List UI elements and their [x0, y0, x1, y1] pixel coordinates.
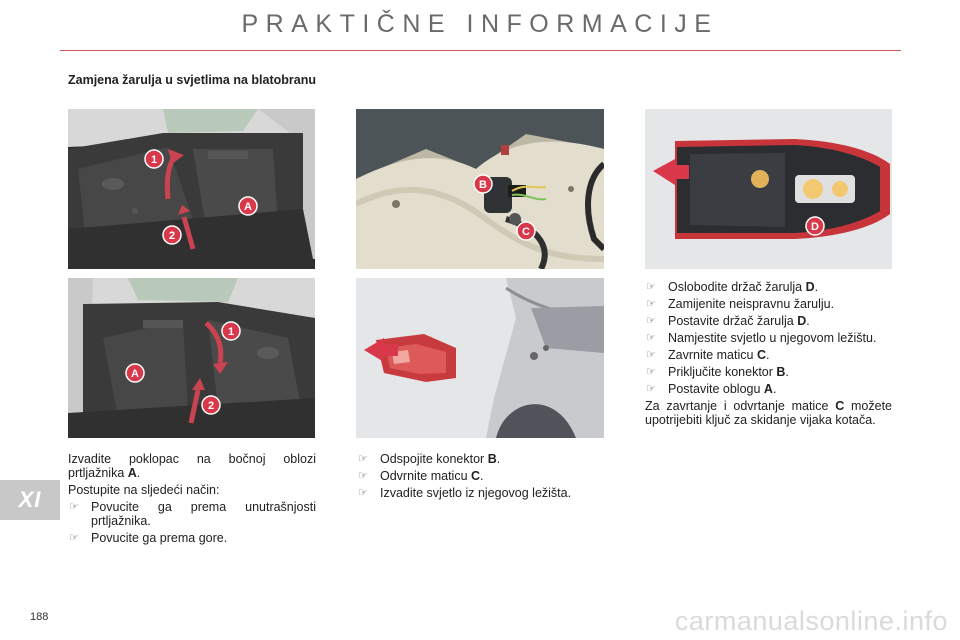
list-item: ☞ Povucite ga prema unutrašnjosti prtljažnika.: [69, 500, 316, 528]
list-item: ☞ Namjestite svjetlo u njegovom ležištu.: [646, 331, 877, 345]
pointing-hand-icon: ☞: [646, 298, 656, 310]
list-item: ☞ Zavrnite maticu C.: [646, 348, 770, 362]
col1-intro-paragraph: Izvadite poklopac na bočnoj oblozi prtljažnika A.: [68, 452, 316, 480]
pointing-hand-icon: ☞: [646, 349, 656, 361]
pointing-hand-icon: ☞: [358, 487, 368, 499]
title-rule: [60, 50, 901, 51]
chapter-tab: [0, 480, 60, 520]
watermark: carmanualsonline.info: [674, 606, 948, 636]
label-A: A: [131, 368, 139, 380]
list-item: ☞ Oslobodite držač žarulja D.: [646, 280, 819, 294]
pointing-hand-icon: ☞: [646, 281, 656, 293]
list-item: ☞ Izvadite svjetlo iz njegovog ležišta.: [358, 486, 572, 500]
connector-nut-image: [356, 109, 604, 269]
label-B: B: [479, 179, 487, 191]
remove-light-image: [356, 278, 604, 438]
col1-intro: Izvadite poklopac na bočnoj oblozi prtljažnika: [68, 452, 316, 480]
page-number: 188: [30, 611, 49, 623]
pointing-hand-icon: ☞: [646, 383, 656, 395]
label-1: 1: [227, 326, 235, 338]
pointing-hand-icon: ☞: [69, 501, 79, 513]
list-item: ☞ Odvrnite maticu C.: [358, 469, 484, 483]
col3-text: [645, 280, 892, 427]
label-2: 2: [168, 230, 176, 242]
list-item: ☞ Odspojite konektor B.: [358, 452, 501, 466]
label-D: D: [811, 221, 819, 233]
chapter-tab-label: XI: [18, 487, 42, 512]
col1-list: [68, 500, 316, 545]
label-C: C: [522, 226, 530, 238]
label-2: 2: [207, 400, 215, 412]
col3-list: [645, 280, 892, 396]
pointing-hand-icon: ☞: [358, 453, 368, 465]
label-A: A: [244, 201, 252, 213]
page-title: PRAKTIČNE INFORMACIJE: [241, 10, 719, 38]
pointing-hand-icon: ☞: [646, 366, 656, 378]
trunk-panel-image-1: [68, 109, 315, 269]
section-title: Zamjena žarulja u svjetlima na blatobranu: [68, 73, 316, 87]
col2-text: [357, 452, 607, 503]
col3-note: Za zavrtanje i odvrtanje matice C možete upotrijebiti ključ za skidanje vijaka kotača.: [645, 399, 892, 427]
col1-text: [68, 452, 316, 548]
bulb-holder-image: [645, 109, 892, 269]
label-1: 1: [150, 154, 158, 166]
col2-list: [357, 452, 607, 500]
pointing-hand-icon: ☞: [69, 532, 79, 544]
list-item: ☞ Postavite oblogu A.: [646, 382, 777, 396]
list-item: ☞ Povucite ga prema gore.: [69, 531, 228, 545]
list-item: ☞ Priključite konektor B.: [646, 365, 789, 379]
list-item: ☞ Postavite držač žarulja D.: [646, 314, 810, 328]
pointing-hand-icon: ☞: [358, 470, 368, 482]
pointing-hand-icon: ☞: [646, 315, 656, 327]
pointing-hand-icon: ☞: [646, 332, 656, 344]
col1-steps-intro: Postupite na sljedeći način:: [68, 483, 220, 497]
trunk-panel-image-2: [68, 278, 315, 438]
list-item: ☞ Zamijenite neispravnu žarulju.: [646, 297, 835, 311]
col1-intro-ref: A: [127, 466, 137, 480]
